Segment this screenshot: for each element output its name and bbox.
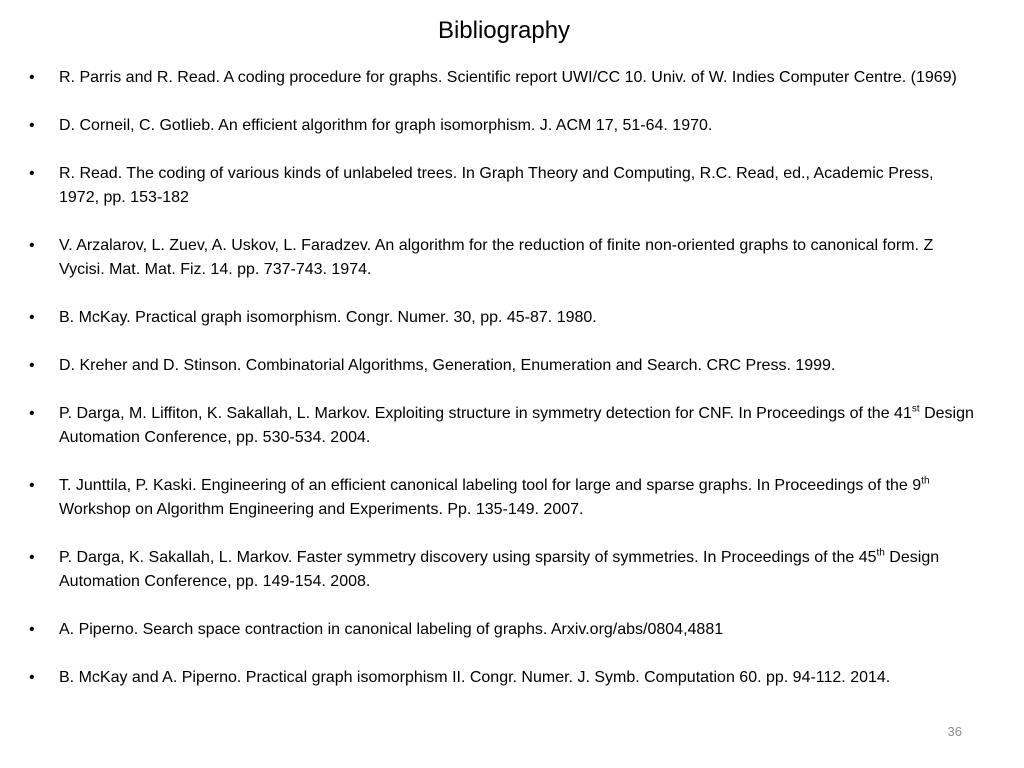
entry-text-segment: A. Piperno. Search space contraction in canonical labeling of graphs. Arxiv.org/abs/0804,4881	[59, 621, 724, 638]
entry-text-segment: R. Parris and R. Read. A coding procedure for graphs. Scientific report UWI/CC 10. Univ. of W. Indies Computer Centre. (1969)	[59, 69, 957, 86]
slide-title: Bibliography	[437, 17, 571, 44]
bullet-icon: •	[29, 117, 35, 134]
bibliography-entry-text	[59, 669, 890, 686]
bibliography-entry	[26, 66, 976, 90]
ordinal-suffix: th	[876, 547, 885, 559]
bibliography-entry	[26, 114, 976, 138]
bullet-icon: •	[29, 165, 35, 182]
bibliography-entry-text	[59, 69, 957, 86]
bibliography-entry-text	[59, 309, 597, 326]
entry-text-segment: B. McKay and A. Piperno. Practical graph isomorphism II. Congr. Numer. J. Symb. Computation 60. pp. 94-112. 2014.	[59, 669, 891, 686]
bibliography-entry-text	[59, 477, 930, 518]
entry-text-segment: R. Read. The coding of various kinds of unlabeled trees. In Graph Theory and Computing, R.C. Read, ed., Academic Press, 1972, pp. 153-182	[59, 165, 934, 206]
entry-text-segment: D. Corneil, C. Gotlieb. An efficient algorithm for graph isomorphism. J. ACM 17, 51-64. 1970.	[59, 117, 713, 134]
bullet-icon: •	[29, 477, 35, 494]
entry-text-segment: Design Automation Conference, pp. 149-154. 2008.	[59, 549, 940, 590]
bullet-icon: •	[29, 357, 35, 374]
bibliography-entry-text	[59, 165, 934, 206]
bibliography-entry-text	[59, 549, 939, 590]
bibliography-list	[26, 66, 976, 690]
bibliography-entry-text	[59, 237, 933, 278]
bibliography-entry	[26, 234, 976, 282]
bibliography-entry	[26, 402, 976, 450]
bibliography-entry-text	[59, 357, 835, 374]
bullet-icon: •	[29, 621, 35, 638]
ordinal-suffix: th	[921, 475, 930, 487]
bibliography-entry	[26, 666, 976, 690]
entry-text-segment: Design Automation Conference, pp. 530-534. 2004.	[59, 405, 974, 446]
bibliography-entry-text	[59, 405, 974, 446]
entry-text-segment: P. Darga, M. Liffiton, K. Sakallah, L. Markov. Exploiting structure in symmetry detection for CNF. In Proceedings of the 41	[59, 405, 912, 422]
bibliography-entry	[26, 546, 976, 594]
bullet-icon: •	[29, 669, 35, 686]
bibliography-entry	[26, 474, 976, 522]
bibliography-entry-text	[59, 621, 723, 638]
entry-text-segment: P. Darga, K. Sakallah, L. Markov. Faster symmetry discovery using sparsity of symmetries. In Proceedings of the 45	[59, 549, 877, 566]
entry-text-segment: D. Kreher and D. Stinson. Combinatorial Algorithms, Generation, Enumeration and Search. CRC Press. 1999.	[59, 357, 836, 374]
bibliography-entry	[26, 306, 976, 330]
bibliography-entry	[26, 162, 976, 210]
bullet-icon: •	[29, 405, 35, 422]
bullet-icon: •	[29, 309, 35, 326]
ordinal-suffix: st	[911, 403, 920, 415]
bibliography-entry	[26, 618, 976, 642]
entry-text-segment: V. Arzalarov, L. Zuev, A. Uskov, L. Faradzev. An algorithm for the reduction of finite non-oriented graphs to canonical form. Z Vycisi. Mat. Mat. Fiz. 14. pp. 737-743. 1974.	[59, 237, 934, 278]
page-number: 36	[947, 724, 962, 739]
bullet-icon: •	[29, 69, 35, 86]
bibliography-entry	[26, 354, 976, 378]
bullet-icon: •	[29, 549, 35, 566]
entry-text-segment: Workshop on Algorithm Engineering and Experiments. Pp. 135-149. 2007.	[59, 501, 584, 518]
bibliography-entry-text	[59, 117, 712, 134]
bullet-icon: •	[29, 237, 35, 254]
entry-text-segment: B. McKay. Practical graph isomorphism. Congr. Numer. 30, pp. 45-87. 1980.	[59, 309, 597, 326]
entry-text-segment: T. Junttila, P. Kaski. Engineering of an efficient canonical labeling tool for large and sparse graphs. In Proceedings of the 9	[59, 477, 922, 494]
